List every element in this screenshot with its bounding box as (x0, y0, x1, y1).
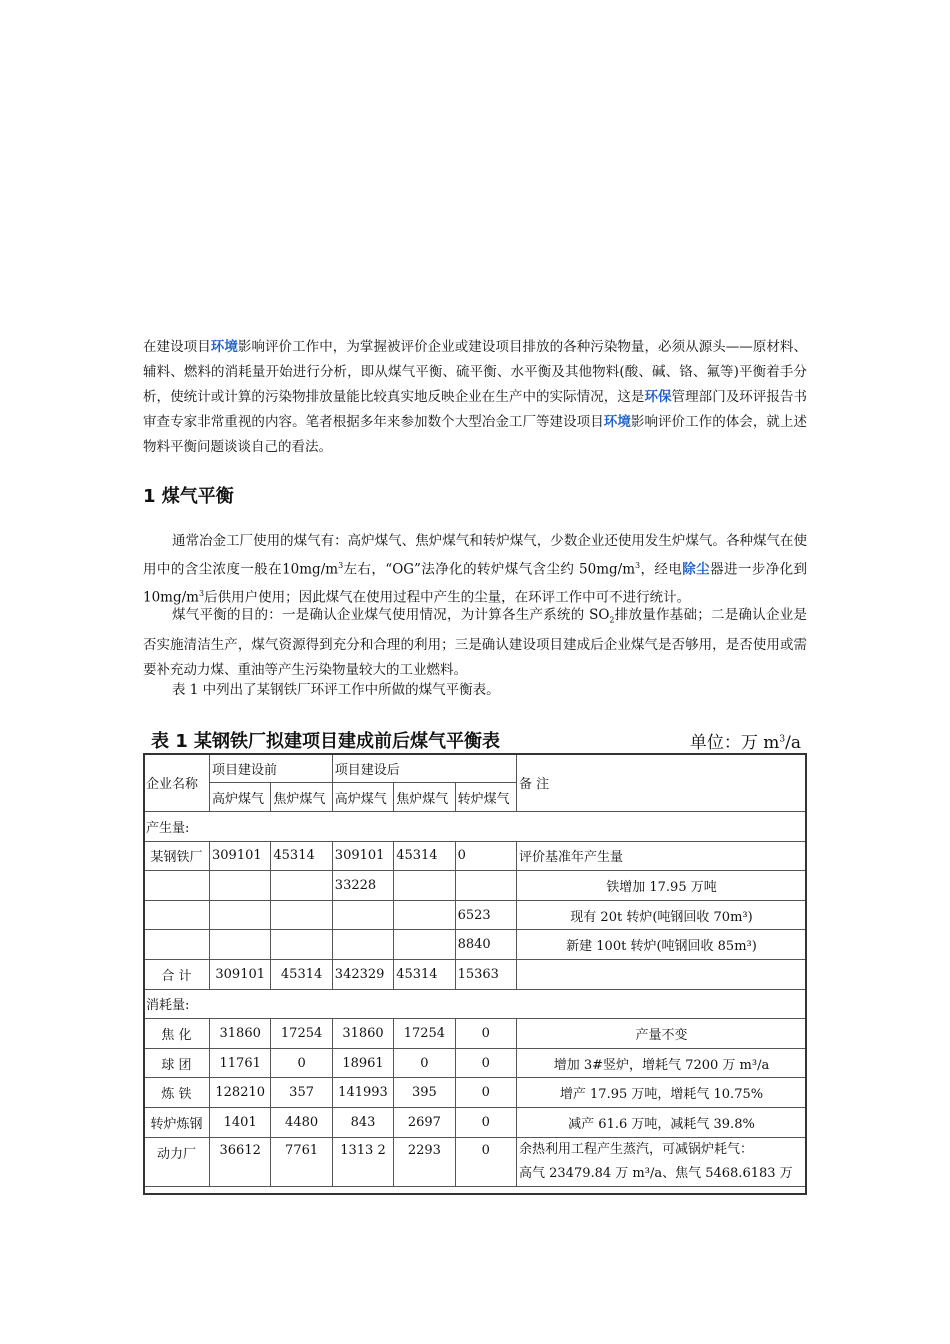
row-name: 动力厂 (144, 1137, 210, 1186)
cell-value: 1401 (210, 1107, 271, 1137)
row-name: 焦 化 (144, 1019, 210, 1049)
table-row (144, 1019, 807, 1049)
intro-text-4: 影响评价工作的体会，就上述物料平衡问题谈谈自己的看法。 (143, 414, 808, 455)
paragraph-balance-purpose (143, 603, 807, 682)
consumption-label: 消耗量: (144, 989, 807, 1019)
cell-note: 增产 17.95 万吨，增耗气 10.75% (517, 1078, 807, 1108)
cell-value (210, 900, 271, 930)
cell-value: 33228 (332, 871, 393, 901)
cell-value: 45314 (271, 959, 332, 989)
table-row (144, 841, 807, 871)
production-label: 产生量: (144, 812, 807, 842)
cell-note: 增加 3#竖炉，增耗气 7200 万 m³/a (517, 1048, 807, 1078)
cell-value (271, 871, 332, 901)
cell-value: 2293 (394, 1137, 455, 1186)
keyword-link-environment[interactable]: 环境 (210, 339, 238, 355)
paragraph-table-intro: 表 1 中列出了某钢铁厂环评工作中所做的煤气平衡表。 (172, 682, 500, 698)
header-bf-gas-after: 高炉煤气 (332, 783, 393, 812)
para2-text-b: 排放量作基础；二是确认企业是否实施清洁生产，煤气资源得到充分和合理的利用；三是确认建设项目建成后企业煤气是否够用，是否使用或需要补充动力煤、重油等产生污染物量较大的工业燃料。 (143, 607, 807, 678)
header-row (144, 754, 807, 783)
unit-suffix: /a (785, 733, 801, 753)
table-row (144, 1107, 807, 1137)
cell-value: 45314 (271, 841, 332, 871)
cell-value: 17254 (271, 1019, 332, 1049)
cell-value (271, 900, 332, 930)
keyword-link-dust-removal[interactable]: 除尘 (682, 561, 711, 577)
para1-text-c: ，经电 (640, 561, 683, 577)
unit-text: 单位：万 m (689, 733, 780, 753)
cell-value: 31860 (332, 1019, 393, 1049)
cell-value (332, 900, 393, 930)
cell-value: 17254 (394, 1019, 455, 1049)
cell-value: 1313 2 (332, 1137, 393, 1186)
para1-text-e: 后供用户使用；因此煤气在使用过程中产生的尘量，在环评工作中可不进行统计。 (204, 589, 691, 605)
cell-note: 铁增加 17.95 万吨 (517, 871, 807, 901)
section-heading: 1 煤气平衡 (143, 486, 234, 507)
cell-value: 0 (455, 1019, 516, 1049)
row-name (144, 900, 210, 930)
subscript: 2 (609, 615, 615, 625)
cell-value (394, 930, 455, 960)
cell-value: 0 (455, 1048, 516, 1078)
cell-value (394, 871, 455, 901)
header-converter-gas: 转炉煤气 (455, 783, 516, 812)
cell-note (517, 959, 807, 989)
header-before: 项目建设前 (210, 754, 333, 783)
cell-value: 4480 (271, 1107, 332, 1137)
cell-value: 309101 (332, 841, 393, 871)
row-name: 球 团 (144, 1048, 210, 1078)
header-remark: 备 注 (517, 754, 807, 812)
header-after: 项目建设后 (332, 754, 516, 783)
cell-value: 45314 (394, 841, 455, 871)
cell-note (517, 1137, 807, 1186)
paragraph-gas-types (143, 529, 807, 610)
cell-note: 新建 100t 转炉(吨钢回收 85m³) (517, 930, 807, 960)
header-coke-gas-after: 焦炉煤气 (394, 783, 455, 812)
table-caption: 表 1 某钢铁厂拟建项目建成前后煤气平衡表 (151, 731, 501, 752)
gas-balance-table (143, 753, 807, 1187)
intro-text-3: 管理部门及环评报告书审查专家非常重视的内容。笔者根据多年来参加数个大型冶金工厂等建设项目 (143, 389, 808, 430)
cell-value: 0 (394, 1048, 455, 1078)
cell-value (271, 930, 332, 960)
row-name: 转炉炼钢 (144, 1107, 210, 1137)
cell-value: 0 (455, 1107, 516, 1137)
row-name: 炼 铁 (144, 1078, 210, 1108)
table-row (144, 900, 807, 930)
header-coke-gas: 焦炉煤气 (271, 783, 332, 812)
cell-value: 8840 (455, 930, 516, 960)
keyword-link-environment-2[interactable]: 环境 (603, 414, 631, 430)
cell-note: 产量不变 (517, 1019, 807, 1049)
para1-text-d: 器进一步净化到 10mg/m (143, 561, 808, 605)
cell-value: 2697 (394, 1107, 455, 1137)
cell-value: 45314 (394, 959, 455, 989)
cell-value: 0 (455, 841, 516, 871)
row-name (144, 871, 210, 901)
superscript: 3 (635, 560, 641, 570)
table-row (144, 1048, 807, 1078)
cell-value: 357 (271, 1078, 332, 1108)
cell-value (210, 930, 271, 960)
superscript: 3 (198, 588, 205, 598)
cell-value: 7761 (271, 1137, 332, 1186)
cell-value: 11761 (210, 1048, 271, 1078)
cell-value: 128210 (210, 1078, 271, 1108)
unit-superscript: 3 (779, 734, 786, 745)
cell-value: 141993 (332, 1078, 393, 1108)
intro-paragraph (143, 335, 807, 460)
cell-note: 评价基准年产生量 (517, 841, 807, 871)
intro-text-1: 在建设项目 (143, 339, 211, 355)
para2-text-a: 煤气平衡的目的：一是确认企业煤气使用情况，为计算各生产系统的 SO (172, 607, 610, 623)
cell-value: 0 (455, 1078, 516, 1108)
cell-value (455, 871, 516, 901)
cell-value: 342329 (332, 959, 393, 989)
row-name (144, 930, 210, 960)
keyword-link-environmental-protection[interactable]: 环保 (644, 389, 672, 405)
cell-value (394, 900, 455, 930)
cell-value: 6523 (455, 900, 516, 930)
cell-value: 395 (394, 1078, 455, 1108)
para1-text-b: 左右，“OG”法净化的转炉煤气含尘约 50mg/m (343, 561, 636, 577)
table-row (144, 1078, 807, 1108)
cell-value: 309101 (210, 841, 271, 871)
section-row-production (144, 812, 807, 842)
para1-text-a: 通常冶金工厂使用的煤气有：高炉煤气、焦炉煤气和转炉煤气，少数企业还使用发生炉煤气。各种煤气在使用中的含尘浓度一般在10mg/m (143, 533, 807, 577)
table-row (144, 930, 807, 960)
cell-value: 36612 (210, 1137, 271, 1186)
section-row-consumption (144, 989, 807, 1019)
cell-value: 0 (271, 1048, 332, 1078)
table-unit (690, 728, 801, 753)
table-row (144, 1137, 807, 1186)
table-row (144, 871, 807, 901)
cell-value (210, 871, 271, 901)
intro-text-2: 影响评价工作中，为掌握被评价企业或建设项目排放的各种污染物量，必须从源头——原材料、辅料、燃料的消耗量开始进行分析，即从煤气平衡、硫平衡、水平衡及其他物料(酸、碱、铬、氟等)平衡着手分析，使统计或计算的污染物排放量能比较真实地反映企业在生产中的实际情况，这是 (143, 339, 808, 405)
row-name: 某钢铁厂 (144, 841, 210, 871)
cell-note: 现有 20t 转炉(吨钢回收 70m³) (517, 900, 807, 930)
cell-value: 843 (332, 1107, 393, 1137)
header-company: 企业名称 (144, 754, 210, 812)
note-line: 余热利用工程产生蒸汽，可减锅炉耗气： (519, 1141, 754, 1157)
cell-value: 31860 (210, 1019, 271, 1049)
cell-value: 0 (455, 1137, 516, 1186)
total-row (144, 959, 807, 989)
row-name: 合 计 (144, 959, 210, 989)
cell-value: 309101 (210, 959, 271, 989)
cell-value: 15363 (455, 959, 516, 989)
cell-note: 减产 61.6 万吨，减耗气 39.8% (517, 1107, 807, 1137)
cell-value: 18961 (332, 1048, 393, 1078)
note-line: 高气 23479.84 万 m³/a、焦气 5468.6183 万 (519, 1165, 793, 1181)
cell-value (332, 930, 393, 960)
header-bf-gas: 高炉煤气 (210, 783, 271, 812)
superscript: 3 (338, 560, 344, 570)
